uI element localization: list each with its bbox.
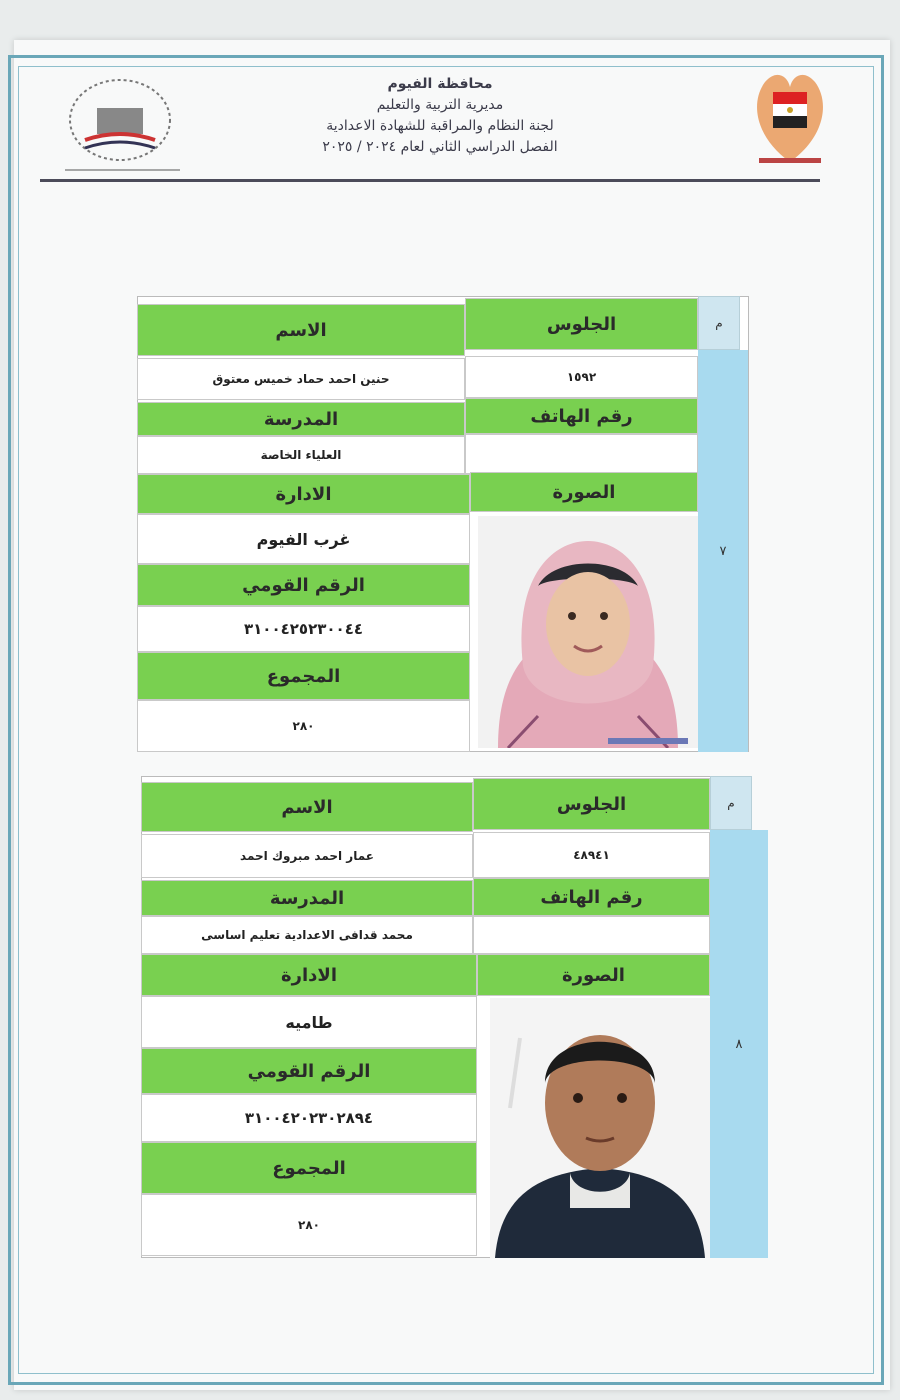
phone-label: رقم الهاتف [465, 398, 698, 434]
school-value: العلياء الخاصة [137, 436, 465, 474]
admin-label: الادارة [137, 474, 470, 514]
governorate-title: محافظة الفيوم [387, 76, 493, 92]
admin-label: الادارة [141, 954, 477, 996]
row-number: ٨ [710, 830, 768, 1258]
seat-value: ٤٨٩٤١ [473, 832, 710, 878]
school-label: المدرسة [137, 402, 465, 436]
name-label: الاسم [137, 304, 465, 356]
row-number-header: م [698, 296, 740, 350]
photo-label: الصورة [470, 472, 698, 512]
name-label: الاسم [141, 782, 473, 832]
phone-value [465, 434, 698, 474]
school-label: المدرسة [141, 880, 473, 916]
total-value: ٢٨٠ [137, 700, 470, 752]
admin-value: غرب الفيوم [137, 514, 470, 564]
national-id-label: الرقم القومي [141, 1048, 477, 1094]
seat-value: ١٥٩٢ [465, 356, 698, 398]
seat-label: الجلوس [465, 298, 698, 350]
term-title: الفصل الدراسي الثاني لعام ٢٠٢٤ / ٢٠٢٥ [322, 139, 558, 155]
row-number: ٧ [698, 350, 748, 752]
student-name: حنين احمد حماد خميس معتوق [137, 358, 465, 400]
committee-logo [55, 70, 185, 175]
committee-title: لجنة النظام والمراقبة للشهادة الاعدادية [326, 118, 554, 134]
student-photo [490, 998, 710, 1258]
total-label: المجموع [141, 1142, 477, 1194]
egypt-flag-logo [745, 62, 835, 172]
header-titles [270, 74, 610, 158]
total-label: المجموع [137, 652, 470, 700]
national-id-label: الرقم القومي [137, 564, 470, 606]
directorate-title: مديرية التربية والتعليم [376, 97, 504, 113]
phone-label: رقم الهاتف [473, 878, 710, 916]
row-number-header: م [710, 776, 752, 830]
student-name: عمار احمد مبروك احمد [141, 834, 473, 878]
photo-label: الصورة [477, 954, 710, 996]
phone-value [473, 916, 710, 954]
header-rule [40, 179, 820, 182]
seat-label: الجلوس [473, 778, 710, 830]
document-header [40, 62, 820, 192]
national-id-value: ٣١٠٠٤٢٥٢٣٠٠٤٤ [137, 606, 470, 652]
total-value: ٢٨٠ [141, 1194, 477, 1256]
national-id-value: ٣١٠٠٤٢٠٢٣٠٢٨٩٤ [141, 1094, 477, 1142]
school-value: محمد قدافى الاعدادية تعليم اساسى [141, 916, 473, 954]
admin-value: طاميه [141, 996, 477, 1048]
student-photo [478, 516, 698, 748]
